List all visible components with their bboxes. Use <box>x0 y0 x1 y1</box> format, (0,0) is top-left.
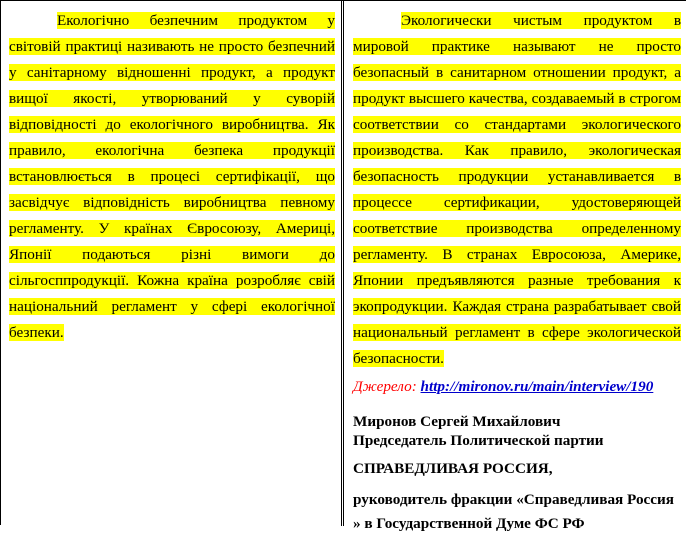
party-name: СПРАВЕДЛИВАЯ РОССИЯ, <box>353 460 553 477</box>
author-position: руководитель фракции «Справедливая Россия » в Государственной Думе ФС РФ <box>353 491 674 532</box>
russian-column <box>344 1 686 532</box>
author-block <box>353 412 681 450</box>
russian-paragraph <box>353 8 681 372</box>
author-title: Председатель Политической партии <box>353 432 604 449</box>
ukrainian-column <box>1 1 342 526</box>
source-label: Джерело: <box>353 378 417 395</box>
ukrainian-paragraph <box>9 8 335 346</box>
source-line <box>353 376 681 398</box>
highlighted-text: Экологически чистым продуктом в мировой практике называют не просто безопасный в санитарном отношении продукт, а продукт высшего качества, создаваемый в строгом соответствии со стандартами экологического производства. Как правило, экологическая безопасность продукции устанавливается в процессе сертификации, удостоверяющей соответствие производства определенному регламенту. В странах Евросоюза, Америке, Японии предъявляются разные требования к экопродукции. Каждая страна разрабатывает свой национальный регламент в сфере экологической безопасности. <box>353 12 681 367</box>
highlighted-text: Екологічно безпечним продуктом у світовій практиці називають не просто безпечний у санітарному відношенні продукт, а продукт вищої якості, утворюваний у суворій відповідності до екологічного виробництва. Як правило, екологічна безпека продукції встановлюється в процесі сертифікації, що засвідчує відповідність виробництва певному регламенту. У країнах Євросоюзу, Америці, Японії подаються різні вимоги до сільгосппродукції. Кожна країна розробляє свій національний регламент у сфері екологічної безпеки. <box>9 12 335 341</box>
source-link[interactable]: http://mironov.ru/main/interview/190 <box>420 378 654 395</box>
author-name: Миронов Сергей Михайлович <box>353 413 561 430</box>
